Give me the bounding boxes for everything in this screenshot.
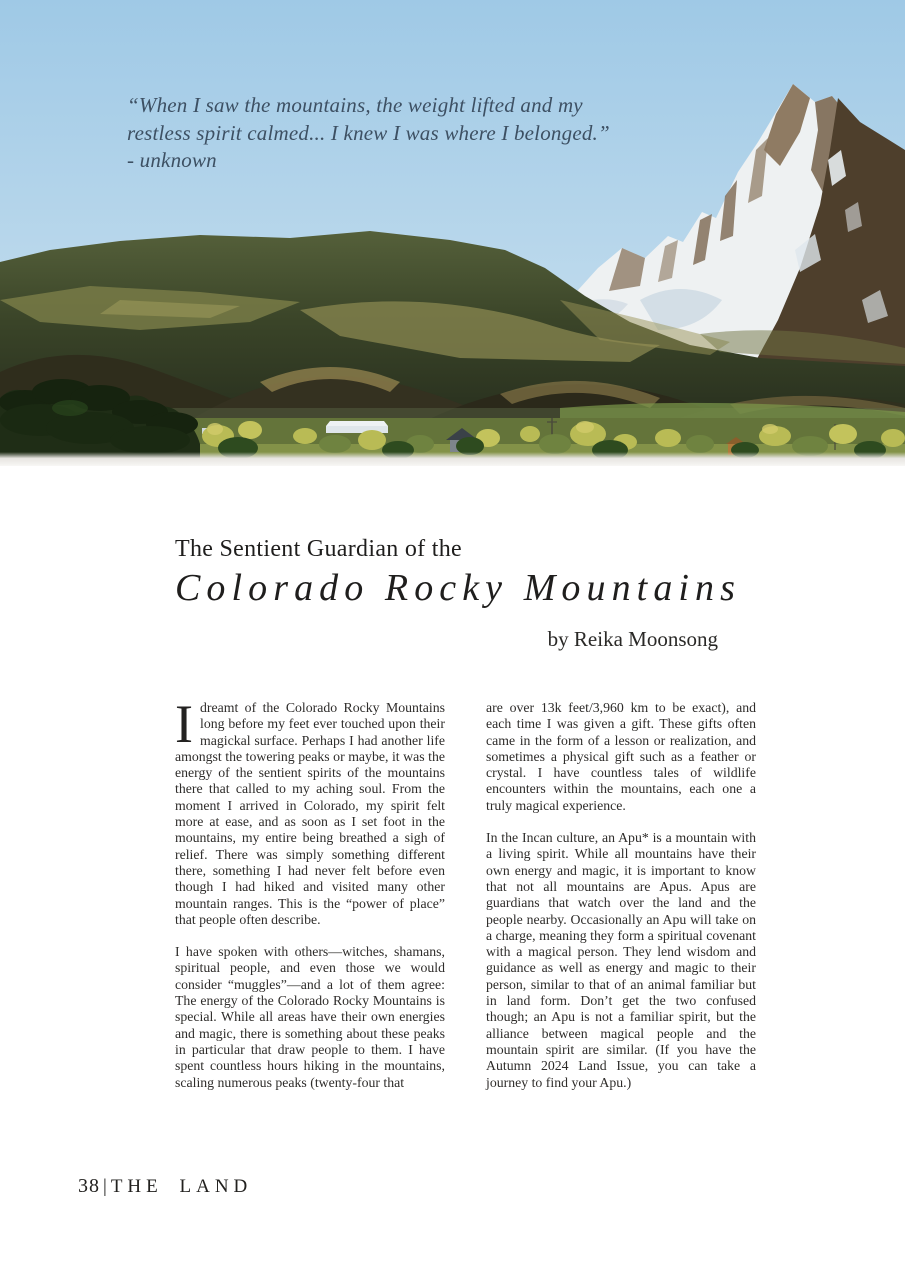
article-title: Colorado Rocky Mountains [175, 567, 741, 609]
quote-attribution: - unknown [127, 148, 217, 172]
paragraph-1 [175, 694, 445, 928]
quote-line-1: “When I saw the mountains, the weight lifted and my [127, 93, 583, 117]
drop-cap: I [175, 694, 193, 754]
mountain-landscape-illustration [0, 0, 905, 466]
pull-quote [127, 92, 647, 175]
article-kicker: The Sentient Guardian of the [175, 536, 462, 562]
magazine-name: THE LAND [110, 1176, 253, 1197]
paragraph-3: In the Incan culture, an Apu* is a mountain with a living spirit. While all mountains have their own energy and magic, it is important to know that not all mountains are Apus. Apus are guardians that watch over the land and the people nearby. Occasionally an Apu will take on a charge, meaning they form a spiritual covenant with a magical person. They lend wisdom and guidance as well as energy and magic to their person, similar to that of an animal familiar but in land form. Don’t get the two confused though; an Apu is not a familiar spirit, but the alliance between magical people and the mountain spirit are similar. (If you have the Autumn 2024 Land Issue, you can take a journey to find your Apu.) [486, 830, 756, 1090]
column-left [175, 694, 445, 1091]
quote-line-2: restless spirit calmed... I knew I was where I belonged.” [127, 120, 610, 145]
paragraph-2: I have spoken with others—witches, shamans, spiritual people, and even those we would consider “muggles”—and a lot of them agree: The energy of the Colorado Rocky Mountains is special. While all areas have their own energies and magic, there is something about these peaks in particular that draw people to them. I have spent countless hours hiking in the mountains, scaling numerous peaks (twenty-four that [175, 944, 445, 1090]
hero-photo [0, 0, 905, 466]
column-right [486, 700, 756, 1091]
paragraph-1-text: dreamt of the Colorado Rocky Mountains long before my feet ever touched upon their magickal surface. Perhaps I had another life amongst the towering peaks or maybe, it was the energy of the sentient spirits of the mountains there that called to my aching soul. From the moment I arrived in Colorado, my spirit felt more at ease, and as soon as I set foot in the mountains, my entire being breathed a sigh of relief. There was simply something different there, something I had never felt before even though I had hiked and visited many other mountain ranges. This is the “power of place” that people often describe. [175, 700, 445, 927]
page-footer [78, 1175, 252, 1198]
paragraph-2-continued: are over 13k feet/3,960 km to be exact), and each time I was given a gift. These gifts often came in the form of a lesson or realization, and sometimes a physical gift such as a feather or crystal. I have countless tales of wildlife encounters within the mountains, each one a truly magical experience. [486, 700, 756, 813]
article-body [175, 694, 756, 1091]
footer-separator: | [103, 1176, 107, 1197]
article-byline: by Reika Moonsong [547, 627, 718, 651]
page-number: 38 [78, 1175, 100, 1197]
